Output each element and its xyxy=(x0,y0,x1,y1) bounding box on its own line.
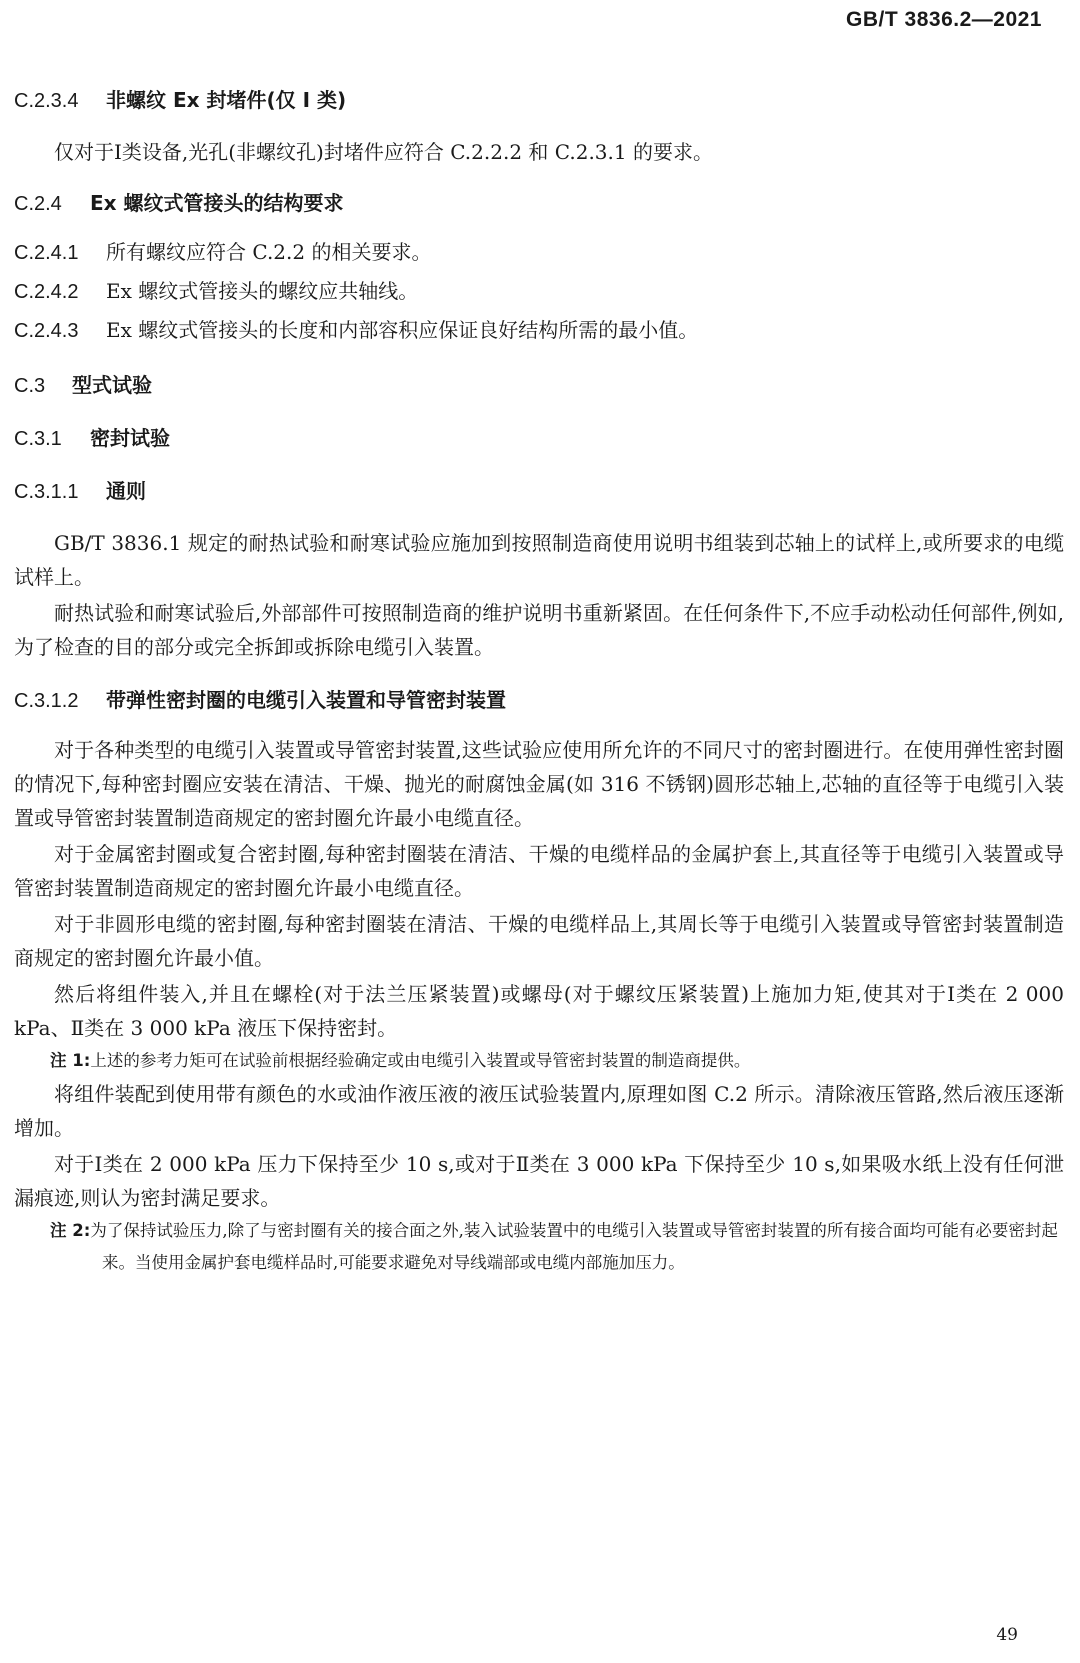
paragraph-c3-1-2-5: 将组件装配到使用带有颜色的水或油作液压液的液压试验装置内,原理如图 C.2 所示。清除液压管路,然后液压逐渐增加。 xyxy=(14,1082,1064,1140)
paragraph-c2-3-4: 仅对于Ⅰ类设备,光孔(非螺纹孔)封堵件应符合 C.2.2.2 和 C.2.3.1 的要求。 xyxy=(54,140,713,164)
section-title: 非螺纹 Ex 封堵件(仅 Ⅰ 类) xyxy=(106,88,347,112)
paragraph-c3-1-1-2: 耐热试验和耐寒试验后,外部部件可按照制造商的维护说明书重新紧固。在任何条件下,不应手动松动任何部件,例如,为了检查的目的部分或完全拆卸或拆除电缆引入装置。 xyxy=(14,601,1064,659)
section-title: 型式试验 xyxy=(72,373,152,397)
note-2 xyxy=(14,1215,1064,1279)
item-c2-4-3 xyxy=(14,314,1064,343)
note-text: 上述的参考力矩可在试验前根据经验确定或由电缆引入装置或导管密封装置的制造商提供。 xyxy=(90,1051,751,1070)
heading-c3-1-2 xyxy=(14,684,1064,713)
item-text: 所有螺纹应符合 C.2.2 的相关要求。 xyxy=(106,240,432,264)
section-title: Ex 螺纹式管接头的结构要求 xyxy=(90,191,344,215)
heading-c2-4 xyxy=(14,187,1064,216)
section-title: 带弹性密封圈的电缆引入装置和导管密封装置 xyxy=(106,688,506,712)
item-c2-4-1 xyxy=(14,236,1064,265)
paragraph-c3-1-1-1: GB/T 3836.1 规定的耐热试验和耐寒试验应施加到按照制造商使用说明书组装到芯轴上的试样上,或所要求的电缆试样上。 xyxy=(14,531,1064,589)
paragraph-c3-1-2-1: 对于各种类型的电缆引入装置或导管密封装置,这些试验应使用所允许的不同尺寸的密封圈进行。在使用弹性密封圈的情况下,每种密封圈应安装在清洁、干燥、抛光的耐腐蚀金属(如 316 不锈钢)圆形芯轴上,芯轴的直径等于电缆引入装置或导管密封装置制造商规定的密封圈允许最小电缆直径。 xyxy=(14,738,1064,830)
item-number: C.2.4.1 xyxy=(14,242,79,264)
paragraph-c3-1-2-4: 然后将组件装入,并且在螺栓(对于法兰压紧装置)或螺母(对于螺纹压紧装置)上施加力矩,使其对于Ⅰ类在 2 000 kPa、Ⅱ类在 3 000 kPa 液压下保持密封。 xyxy=(14,982,1064,1040)
paragraph-c3-1-2-6: 对于Ⅰ类在 2 000 kPa 压力下保持至少 10 s,或对于Ⅱ类在 3 000 kPa 下保持至少 10 s,如果吸水纸上没有任何泄漏痕迹,则认为密封满足要求。 xyxy=(14,1152,1064,1210)
heading-c3 xyxy=(14,369,1064,398)
section-title: 密封试验 xyxy=(90,426,170,450)
heading-c3-1-1 xyxy=(14,475,1064,504)
section-number: C.3.1.1 xyxy=(14,481,79,503)
item-text: Ex 螺纹式管接头的长度和内部容积应保证良好结构所需的最小值。 xyxy=(106,318,699,342)
document-body xyxy=(14,84,1064,1279)
note-text: 为了保持试验压力,除了与密封圈有关的接合面之外,装入试验装置中的电缆引入装置或导管密封装置的所有接合面均可能有必要密封起来。当使用金属护套电缆样品时,可能要求避免对导线端部或电缆内部施加压力。 xyxy=(90,1221,1058,1272)
note-1 xyxy=(14,1045,1064,1077)
standard-code: GB/T 3836.2—2021 xyxy=(846,8,1042,31)
heading-c2-3-4 xyxy=(14,84,1064,113)
item-c2-4-2 xyxy=(14,275,1064,304)
section-number: C.2.4 xyxy=(14,193,62,215)
note-label: 注 1: xyxy=(50,1051,91,1070)
section-number: C.2.3.4 xyxy=(14,90,79,112)
section-title: 通则 xyxy=(106,479,146,503)
item-number: C.2.4.3 xyxy=(14,320,79,342)
note-label: 注 2: xyxy=(50,1221,91,1240)
section-number: C.3 xyxy=(14,375,46,397)
section-number: C.3.1 xyxy=(14,428,62,450)
item-number: C.2.4.2 xyxy=(14,281,79,303)
heading-c3-1 xyxy=(14,422,1064,451)
paragraph-c3-1-2-3: 对于非圆形电缆的密封圈,每种密封圈装在清洁、干燥的电缆样品上,其周长等于电缆引入装置或导管密封装置制造商规定的密封圈允许最小值。 xyxy=(14,912,1064,970)
item-text: Ex 螺纹式管接头的螺纹应共轴线。 xyxy=(106,279,419,303)
paragraph-c3-1-2-2: 对于金属密封圈或复合密封圈,每种密封圈装在清洁、干燥的电缆样品的金属护套上,其直径等于电缆引入装置或导管密封装置制造商规定的密封圈允许最小电缆直径。 xyxy=(14,842,1064,900)
page-number: 49 xyxy=(996,1625,1018,1645)
section-number: C.3.1.2 xyxy=(14,690,79,712)
